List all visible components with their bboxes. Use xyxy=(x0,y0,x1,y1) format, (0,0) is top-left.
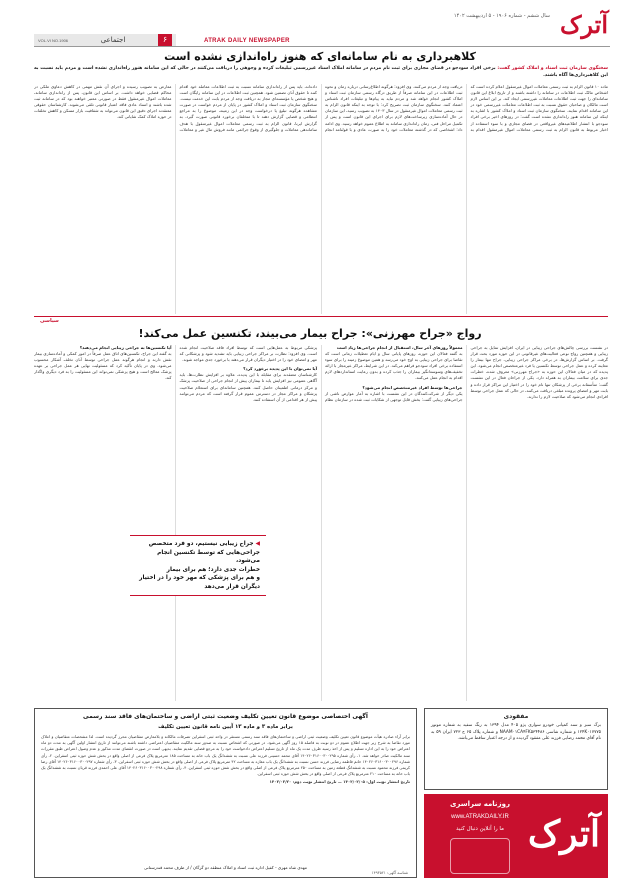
issue-meta: سال ششم - شماره ۱۹۰۶ - ۵ اردیبهشت ۱۴۰۲ xyxy=(453,13,550,19)
notice-title: آگهی اختصاصی موضوع قانون تعیین تکلیف وضعیت ثبتی اراضی و ساختمان‌های فاقد سند رسمی xyxy=(83,713,368,720)
notice-subtitle: برابر ماده ۳ و ماده ۱۳ آیین نامه قانون تعیین تکلیف xyxy=(158,724,293,730)
article2-paragraph: کارشناسان معتقدند برای مقابله با این پدیده، علاوه بر افزایش نظارت‌ها، باید آگاهی عمومی نیز افزایش یابد تا بیماران پیش از انجام جراحی از صلاحیت پزشک و مرکز درمانی اطمینان حاصل کنند. همچنین سامانه‌ای برای استعلام صلاحیت پزشکان و مراکز مجاز در دسترس عموم قرار گرفته است که مردم می‌توانند پیش از هر اقدامی از آن استفاده کنند. xyxy=(179,372,317,402)
promo-cta: ما را آنلاین دنبال کنید xyxy=(456,826,504,832)
page-number: ۶ xyxy=(158,34,172,46)
newspaper-logo: آترک xyxy=(559,10,609,39)
pull-quote-line: ◀ جراح زیبایی نیستیم، دو فرد متخصص xyxy=(148,541,260,547)
lost-notice-text: برگ سبز و سند کمپانی خودرو سواری پژو ۴۰۵ مدل ۱۳۹۴ به رنگ سفید به شماره موتور ۱۲۴K۰۱۷۷۷۵ و شماره شاسی NAAM۰۱CA۴FK۵۳۴۴۸۶ و شماره پلاک ۶۵ ج ۷۲۳ ایران ۵۹ به نام آقای محمد رضایی فرزند علی مفقود گردیده و از درجه اعتبار ساقط می‌باشد. xyxy=(431,723,601,742)
notice-code: شناسه آگهی: ۱۴۹۳۵۲۱ xyxy=(371,870,408,875)
official-notice xyxy=(34,708,417,878)
notice-signature: مهدی شاه مهری - کفیل اداره ثبت اسناد و املاک منطقه دو گرگان / از طرف محمد قندرستانی xyxy=(144,864,307,870)
article2-subheading: جراحی‌ها توسط افراد غیرمتخصص انجام می‌شود؟ xyxy=(362,384,463,390)
lost-notice-title: مفقودی xyxy=(503,713,529,720)
page-header xyxy=(34,8,610,44)
article2-paragraph: یکی دیگر از شرکت‌کنندگان در این نشست با اشاره به آمار عوارض ناشی از جراحی‌های زیبایی گفت: بخش قابل توجهی از شکایات ثبت شده در سازمان نظام پزشکی مربوط به عمل‌هایی است که توسط افراد فاقد صلاحیت انجام شده است. وی افزود: نظارت بر مراکز جراحی زیبایی باید تشدید شود و پزشکانی که مهر و امضای خود را در اختیار دیگران قرار می‌دهند با برخورد جدی مواجه شوند. xyxy=(179,345,463,402)
article1-lead-text: برخی افراد سودجو در فضای مجازی برای ثبت نام مردم در سامانه املاک اسناد غیررسمی تبلیغات کرده و وجوهی را دریافت می‌کنند در حالی که این سامانه هنوز راه‌اندازی نشده است و مردم باید نسبت به این کلاهبرداری‌ها آگاه باشند. xyxy=(34,66,608,78)
pull-quote xyxy=(130,535,266,596)
section-tab xyxy=(34,34,176,46)
article2-subheading: معمولاً روزهای آخر سال، استقبال از انجام جراحی‌ها زیاد است xyxy=(336,345,463,350)
article2-title: رواج «جراح مهرزنی»: جراح بیمار می‌بیند، تکنسین عمل می‌کند! xyxy=(138,327,482,340)
promo-frame xyxy=(450,838,510,874)
promo-logo: آترک xyxy=(527,813,600,855)
section-name: اجتماعی xyxy=(100,36,126,44)
pull-quote-line: جراحی‌هایی که توسط تکنسین انجام می‌شود، xyxy=(157,549,260,564)
pull-quote-line: خطرات جدی دارد؛ هم برای بیمار xyxy=(166,566,260,573)
notice-dates: تاریخ انتشار نوبت اول: ۱۴۰۲/۰۲/۰۵ — تاریخ انتشار نوبت دوم: ۱۴۰۲/۰۲/۲۰ xyxy=(269,779,410,785)
promo-tagline: روزنامه سراسری xyxy=(450,800,510,808)
article2-paragraph: در نشست بررسی چالش‌های جراحی زیبایی در ایران، افزایش تمایل به جراحی زیبایی و همچنین رواج نوعی فعالیت‌های غیرقانونی در این حوزه مورد بحث قرار گرفت. بر اساس گزارش‌ها، در برخی مراکز جراحی زیبایی، جراح تنها بیمار را معاینه کرده و عمل جراحی توسط تکنسین یا فرد غیرمتخصص انجام می‌شود. این پدیده که در میان فعالان این حوزه به «جراح مهرزنی» معروف شده، خطرات جدی برای سلامت بیماران به همراه دارد. یکی از جراحان فعال در این نشست گفت: متأسفانه برخی از پزشکان تنها نام خود را در اختیار این مراکز قرار داده و بابت مهر و امضای پرونده مبلغی دریافت می‌کنند، در حالی که عمل جراحی توسط افرادی انجام می‌شود که صلاحیت لازم را ندارند. xyxy=(470,345,608,399)
promo-url-link[interactable]: www.ATRAKDAILY.IR xyxy=(451,814,509,820)
article1-lead xyxy=(34,66,608,79)
article2-paragraph: به گفته فعالان این حوزه، روزهای پایانی سال و ایام تعطیلات زمانی است که تقاضا برای جراحی زیبایی به اوج خود می‌رسد و همین موضوع زمینه را برای سوء استفاده برخی افراد سودجو فراهم می‌کند. در این شرایط، مراکز غیرمجاز با ارائه تخفیف‌های وسوسه‌انگیز بیماران را جذب کرده و بدون رعایت استانداردهای لازم اقدام به انجام عمل می‌کنند. xyxy=(325,351,463,381)
header-divider xyxy=(34,46,610,47)
article1-title: کلاهبرداری به نام سامانه‌ای که هنوز راه‌اندازی نشده است xyxy=(164,50,476,63)
newspaper-promo[interactable] xyxy=(424,794,608,878)
section-divider xyxy=(34,316,608,324)
article1-body: ماده ۱۰ قانون الزام به ثبت رسمی معاملات اموال غیرمنقول اعلام کرده است که اشخاص مالک ثبت اطلاعات در سامانه را داشته باشند و از تاریخ ابلاغ این قانون سامانه‌ای را جهت ثبت اطلاعات معاملات غیررسمی ایجاد کند. بر این اساس لازم است مالکان و صاحبان حقوق نسبت به ثبت اطلاعات معاملات غیررسمی خود در این سامانه اقدام نمایند. سخنگوی سازمان ثبت اسناد و املاک کشور با اشاره به اینکه این سامانه هنوز راه‌اندازی نشده است گفت: در روزهای اخیر برخی افراد سودجو با انتشار اطلاعیه‌های غیرواقعی در فضای مجازی و با سوء استفاده از اخبار مربوط به قانون الزام به ثبت رسمی معاملات اموال غیرمنقول اقدام به دریافت وجه از مردم می‌کنند. وی افزود: هرگونه اطلاع‌رسانی درباره زمان و نحوه ثبت اطلاعات در این سامانه صرفاً از طریق درگاه رسمی سازمان ثبت اسناد و املاک کشور انجام خواهد شد و مردم نباید به پیام‌ها و تبلیغات افراد ناشناس اعتماد کنند. سخنگوی سازمان ثبت تصریح کرد: با توجه به اینکه قانون الزام به ثبت رسمی معاملات اموال غیرمنقول در سال ۱۴۰۳ به تصویب رسید، این سازمان در حال آماده‌سازی زیرساخت‌های لازم برای اجرای این قانون است و پس از تکمیل مراحل فنی، زمان راه‌اندازی سامانه به اطلاع عموم خواهد رسید. وی ادامه داد: اشخاصی که در گذشته معاملات خود را به صورت عادی و با قولنامه انجام داده‌اند، باید پس از راه‌اندازی سامانه نسبت به ثبت اطلاعات معامله خود اقدام کنند تا حقوق آنان تضمین شود. همچنین ثبت اطلاعات در این سامانه رایگان است و هیچ شخص یا مؤسسه‌ای مجاز به دریافت وجه از مردم بابت این خدمت نیست. سخنگوی سازمان ثبت اسناد و املاک کشور در پایان از مردم خواست در صورت مشاهده هرگونه تبلیغ یا درخواست وجه در این زمینه، موضوع را به مراجع انتظامی و قضایی گزارش دهند تا با متخلفان برخورد قانونی صورت گیرد. به گزارش ایرنا، قانون الزام به ثبت رسمی معاملات اموال غیرمنقول با هدف ساماندهی معاملات و جلوگیری از وقوع جرائمی مانند فروش مال غیر و معاملات معارض به تصویب رسیده و اجرای آن نقش مهمی در کاهش دعاوی ملکی در محاکم قضایی خواهد داشت. بر اساس این قانون، پس از راه‌اندازی سامانه، معاملات اموال غیرمنقول فقط در صورتی معتبر خواهند بود که در سامانه ثبت شده باشند و اسناد عادی فاقد اعتبار قانونی تلقی می‌شوند. کارشناسان حقوقی معتقدند اجرای دقیق این قانون می‌تواند به شفافیت بازار مسکن و کاهش تخلفات در حوزه املاک کمک شایانی کند. xyxy=(34,84,608,132)
article2-paragraph: به گفته این جراح، تکنسین‌های اتاق عمل صرفاً در امور کمکی و آماده‌سازی بیمار نقش دارند و انجام هرگونه عمل جراحی توسط آنان تخلف آشکار محسوب می‌شود. وی در پایان تأکید کرد که مسئولیت نهایی هر عمل جراحی بر عهده پزشک معالج است و هیچ پزشکی نمی‌تواند این مسئولیت را به فرد دیگری واگذار کند. xyxy=(34,351,172,381)
lost-notice xyxy=(424,708,608,790)
article2-subheading: آیا تکنسین‌ها به جراحی زیبایی انجام می‌دهند؟ xyxy=(79,345,172,350)
article2-body xyxy=(34,345,608,701)
newspaper-name: ATRAK DAILY NEWSPAPER xyxy=(204,38,290,44)
volume-label: VOL.VI NO.1906 xyxy=(38,37,69,43)
article2-subheading: آیا نمی‌توان با این پدیده برخورد کرد؟ xyxy=(243,366,317,372)
notice-body: برابر آراء صادره هیأت موضوع قانون تعیین تکلیف وضعیت ثبتی اراضی و ساختمان‌های فاقد سند رسمی مستقر در واحد ثبتی اسفراین تصرفات مالکانه و بلامعارض متقاضیان محرز گردیده است. لذا مشخصات متقاضیان و املاک مورد تقاضا به شرح زیر جهت اطلاع عموم در دو نوبت به فاصله ۱۵ روز آگهی می‌شود. در صورتی که اشخاص نسبت به صدور سند مالکیت متقاضیان اعتراضی داشته باشند می‌توانند از تاریخ انتشار اولین آگهی به مدت دو ماه اعتراض خود را به این اداره تسلیم و پس از اخذ رسید ظرف مدت یک ماه از تاریخ تسلیم اعتراض دادخواست خود را به مرجع قضایی تقدیم نمایند. بدیهی است در صورت انقضای مدت مذکور و عدم وصول اعتراض طبق مقررات سند مالکیت صادر خواهد شد. ۱- رأی شماره ۱۴۰۲۶۰۳۱۶۰۰۳۰۰۲۹۵ آقای محمد حسینی فرزند علی نسبت به ششدانگ یک باب خانه به مساحت ۱۸۵ مترمربع پلاک فرعی از اصلی واقع در بخش شش حوزه ثبتی اسفراین. ۲- رأی شماره ۱۴۰۲۶۰۳۱۶۰۰۳۰۰۲۹۶ خانم فاطمه رضایی فرزند حسن نسبت به ششدانگ یک باب مغازه به مساحت ۴۲ مترمربع پلاک فرعی از اصلی واقع در بخش شش حوزه ثبتی اسفراین. ۳- رأی شماره ۱۴۰۲۶۰۳۱۶۰۰۳۰۰۲۹۷ آقای رضا کریمی فرزند محمود نسبت به ششدانگ قطعه زمین به مساحت ۲۵۰ مترمربع پلاک فرعی از اصلی واقع در بخش شش حوزه ثبتی اسفراین. ۴- رأی شماره ۱۴۰۲۶۰۳۱۶۰۰۳۰۰۲۹۸ آقای علی احمدی فرزند قربان نسبت به ششدانگ یک باب خانه به مساحت ۲۱۰ مترمربع پلاک فرعی از اصلی واقع در بخش شش حوزه ثبتی اسفراین. xyxy=(41,734,411,777)
pull-quote-line: و هم برای پزشکی که مهر خود را در اختیار دیگران قرار می‌دهد xyxy=(139,575,260,590)
article1-lead-label: سخنگوی سازمان ثبت اسناد و املاک کشور گفت: xyxy=(497,66,608,71)
quote-arrow-icon: ◀ xyxy=(253,541,260,547)
section-label: سیاسی xyxy=(40,318,59,324)
